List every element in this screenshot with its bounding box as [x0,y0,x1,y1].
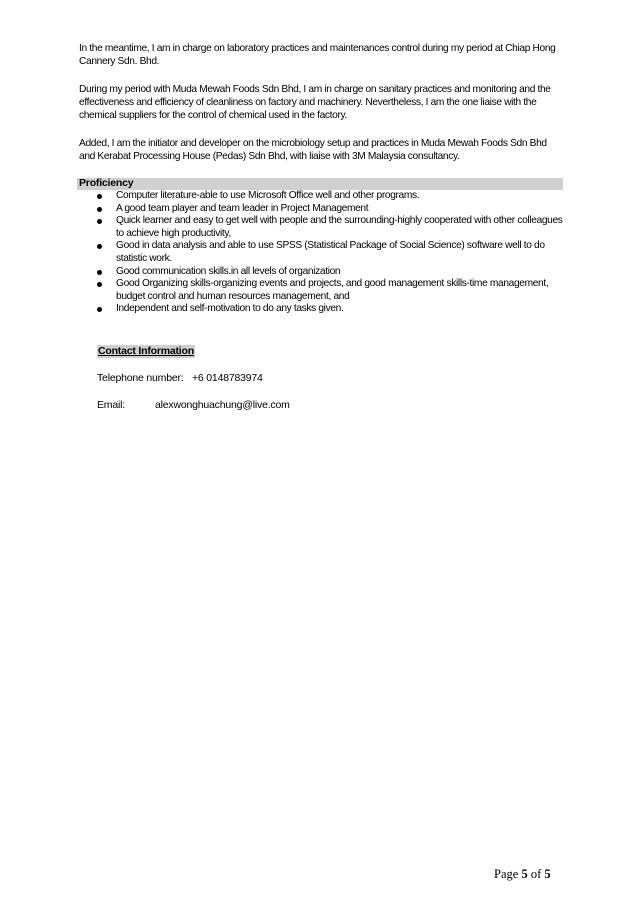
list-item: A good team player and team leader in Project Management [97,203,567,216]
paragraph-lab-practices: In the meantime, I am in charge on laboratory practices and maintenances control during my period at Chiap Hong Cannery Sdn. Bhd. [79,43,556,68]
list-item: Good communication skills.in all levels of organization [97,266,567,279]
email-value: alexwonghuachung@live.com [155,399,290,411]
bullet-icon [97,270,102,275]
bullet-icon [97,244,102,249]
telephone-line [97,372,263,385]
email-line [97,399,290,412]
bullet-icon [97,219,102,224]
total-page-number: 5 [544,867,551,881]
proficiency-header-bar [77,178,563,190]
bullet-icon [97,207,102,212]
list-item: Good Organizing skills-organizing events and projects, and good management skills-time management, budget control and human resources management, and [97,278,567,303]
current-page-number: 5 [521,867,528,881]
of-word: of [530,867,542,881]
bullet-icon [97,282,102,287]
telephone-value: +6 0148783974 [192,372,263,384]
paragraph-microbiology-setup: Added, I am the initiator and developer on the microbiology setup and practices in Muda Mewah Foods Sdn Bhd and Kerabat Processing House (Pedas) Sdn Bhd, with liaise with 3M Malaysia consultancy. [79,138,547,163]
list-item: Quick learner and easy to get well with people and the surrounding-highly cooperated with other colleagues to achieve high productivity, [97,215,567,240]
email-label: Email: [97,399,125,411]
list-item: Independent and self-motivation to do any tasks given. [97,303,567,316]
page-number-footer [494,867,551,881]
bullet-icon [97,194,102,199]
proficiency-list [97,190,567,316]
telephone-label: Telephone number: [97,372,184,384]
bullet-icon [97,307,102,312]
page-word: Page [494,867,519,881]
paragraph-sanitary-practices: During my period with Muda Mewah Foods Sdn Bhd, I am in charge on sanitary practices and monitoring and the effectiveness and efficiency of cleanliness on factory and machinery. Nevertheless, I am the one liaise with the chemical suppliers for the control of chemical used in the factory. [79,84,551,122]
contact-information-heading: Contact Information [98,345,194,357]
list-item: Good in data analysis and able to use SPSS (Statistical Package of Social Science) software well to do statistic work. [97,240,567,265]
proficiency-heading: Proficiency [79,177,134,189]
list-item: Computer literature-able to use Microsoft Office well and other programs. [97,190,567,203]
